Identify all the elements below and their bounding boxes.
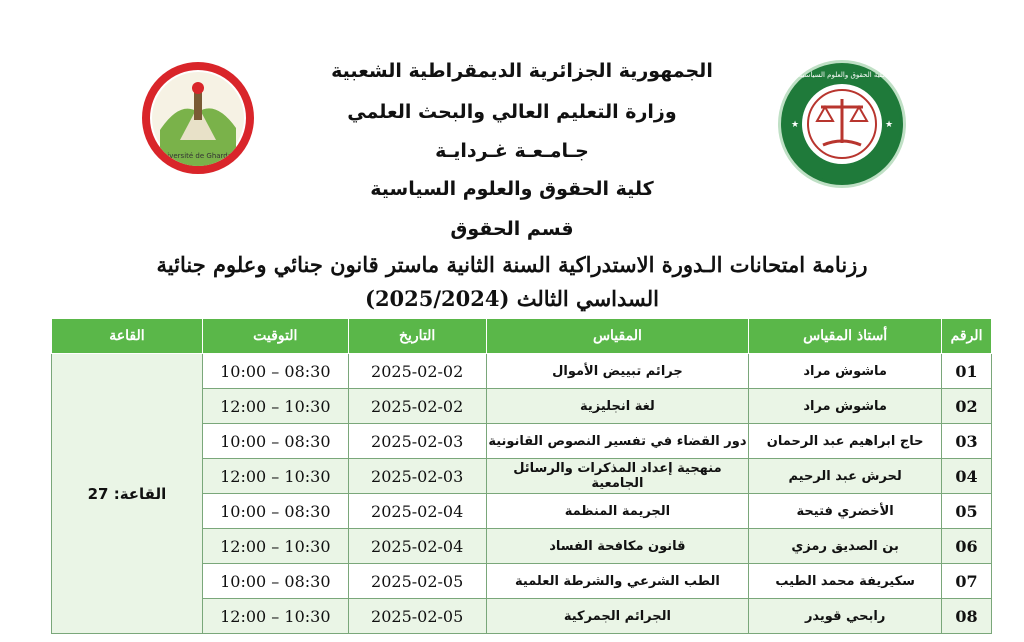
right-logo-text: كلية الحقوق والعلوم السياسية: [798, 71, 886, 79]
row-time: 10:30 – 12:00: [202, 599, 348, 634]
table-header-row: [52, 319, 992, 354]
row-date: 2025-02-03: [348, 424, 486, 459]
semester-title: السداسي الثالث (2025/2024): [365, 286, 659, 311]
row-num: 07: [942, 564, 992, 599]
svg-text:★: ★: [791, 120, 800, 130]
row-subject: الجريمة المنظمة: [486, 494, 749, 529]
row-num: 03: [942, 424, 992, 459]
row-prof: حاج ابراهيم عبد الرحمان: [749, 424, 942, 459]
ministry-name: وزارة التعليم العالي والبحث العلمي: [347, 101, 677, 123]
row-time: 10:30 – 12:00: [202, 529, 348, 564]
row-num: 04: [942, 459, 992, 494]
table-row: [52, 354, 992, 389]
row-prof: الأخضري فتيحة: [749, 494, 942, 529]
row-prof: بن الصديق رمزي: [749, 529, 942, 564]
row-date: 2025-02-05: [348, 599, 486, 634]
row-prof: ماشوش مراد: [749, 389, 942, 424]
row-date: 2025-02-02: [348, 354, 486, 389]
row-time: 10:30 – 12:00: [202, 389, 348, 424]
row-subject: الطب الشرعي والشرطة العلمية: [486, 564, 749, 599]
row-date: 2025-02-03: [348, 459, 486, 494]
faculty-name: كلية الحقوق والعلوم السياسية: [370, 178, 654, 200]
row-time: 08:30 – 10:00: [202, 564, 348, 599]
row-date: 2025-02-05: [348, 564, 486, 599]
row-prof: رابحي قويدر: [749, 599, 942, 634]
row-time: 08:30 – 10:00: [202, 354, 348, 389]
row-subject: جرائم تبييض الأموال: [486, 354, 749, 389]
university-name: جـامـعـة غـردايـة: [435, 140, 589, 162]
left-logo-text: Université de Ghardaïa: [157, 152, 239, 160]
schedule-title: رزنامة امتحانات الـدورة الاستدراكية السنة الثانية ماستر قانون جنائي وعلوم جنائية: [156, 252, 868, 277]
row-time: 08:30 – 10:00: [202, 494, 348, 529]
row-num: 01: [942, 354, 992, 389]
row-num: 05: [942, 494, 992, 529]
row-subject: الجرائم الجمركية: [486, 599, 749, 634]
header-date: التاريخ: [348, 319, 486, 354]
header-hall: القاعة: [52, 319, 203, 354]
row-prof: ماشوش مراد: [749, 354, 942, 389]
exam-schedule-table: [51, 318, 992, 634]
republic-name: الجمهورية الجزائرية الديمقراطية الشعبية: [331, 60, 713, 82]
row-subject: لغة انجليزية: [486, 389, 749, 424]
header-num: الرقم: [942, 319, 992, 354]
row-num: 08: [942, 599, 992, 634]
header-time: التوقيت: [202, 319, 348, 354]
row-prof: سكيريفة محمد الطيب: [749, 564, 942, 599]
row-num: 06: [942, 529, 992, 564]
row-time: 10:30 – 12:00: [202, 459, 348, 494]
row-num: 02: [942, 389, 992, 424]
row-subject: قانون مكافحة الفساد: [486, 529, 749, 564]
row-date: 2025-02-04: [348, 494, 486, 529]
hall-cell: القاعة: 27: [52, 354, 203, 634]
row-time: 08:30 – 10:00: [202, 424, 348, 459]
header-subject: المقياس: [486, 319, 749, 354]
row-prof: لحرش عبد الرحيم: [749, 459, 942, 494]
row-subject: منهجية إعداد المذكرات والرسائل الجامعية: [486, 459, 749, 494]
row-date: 2025-02-04: [348, 529, 486, 564]
department-name: قسم الحقوق: [450, 218, 574, 240]
row-date: 2025-02-02: [348, 389, 486, 424]
header-prof: أستاذ المقياس: [749, 319, 942, 354]
svg-text:★: ★: [885, 120, 894, 130]
row-subject: دور القضاء في تفسير النصوص القانونية: [486, 424, 749, 459]
